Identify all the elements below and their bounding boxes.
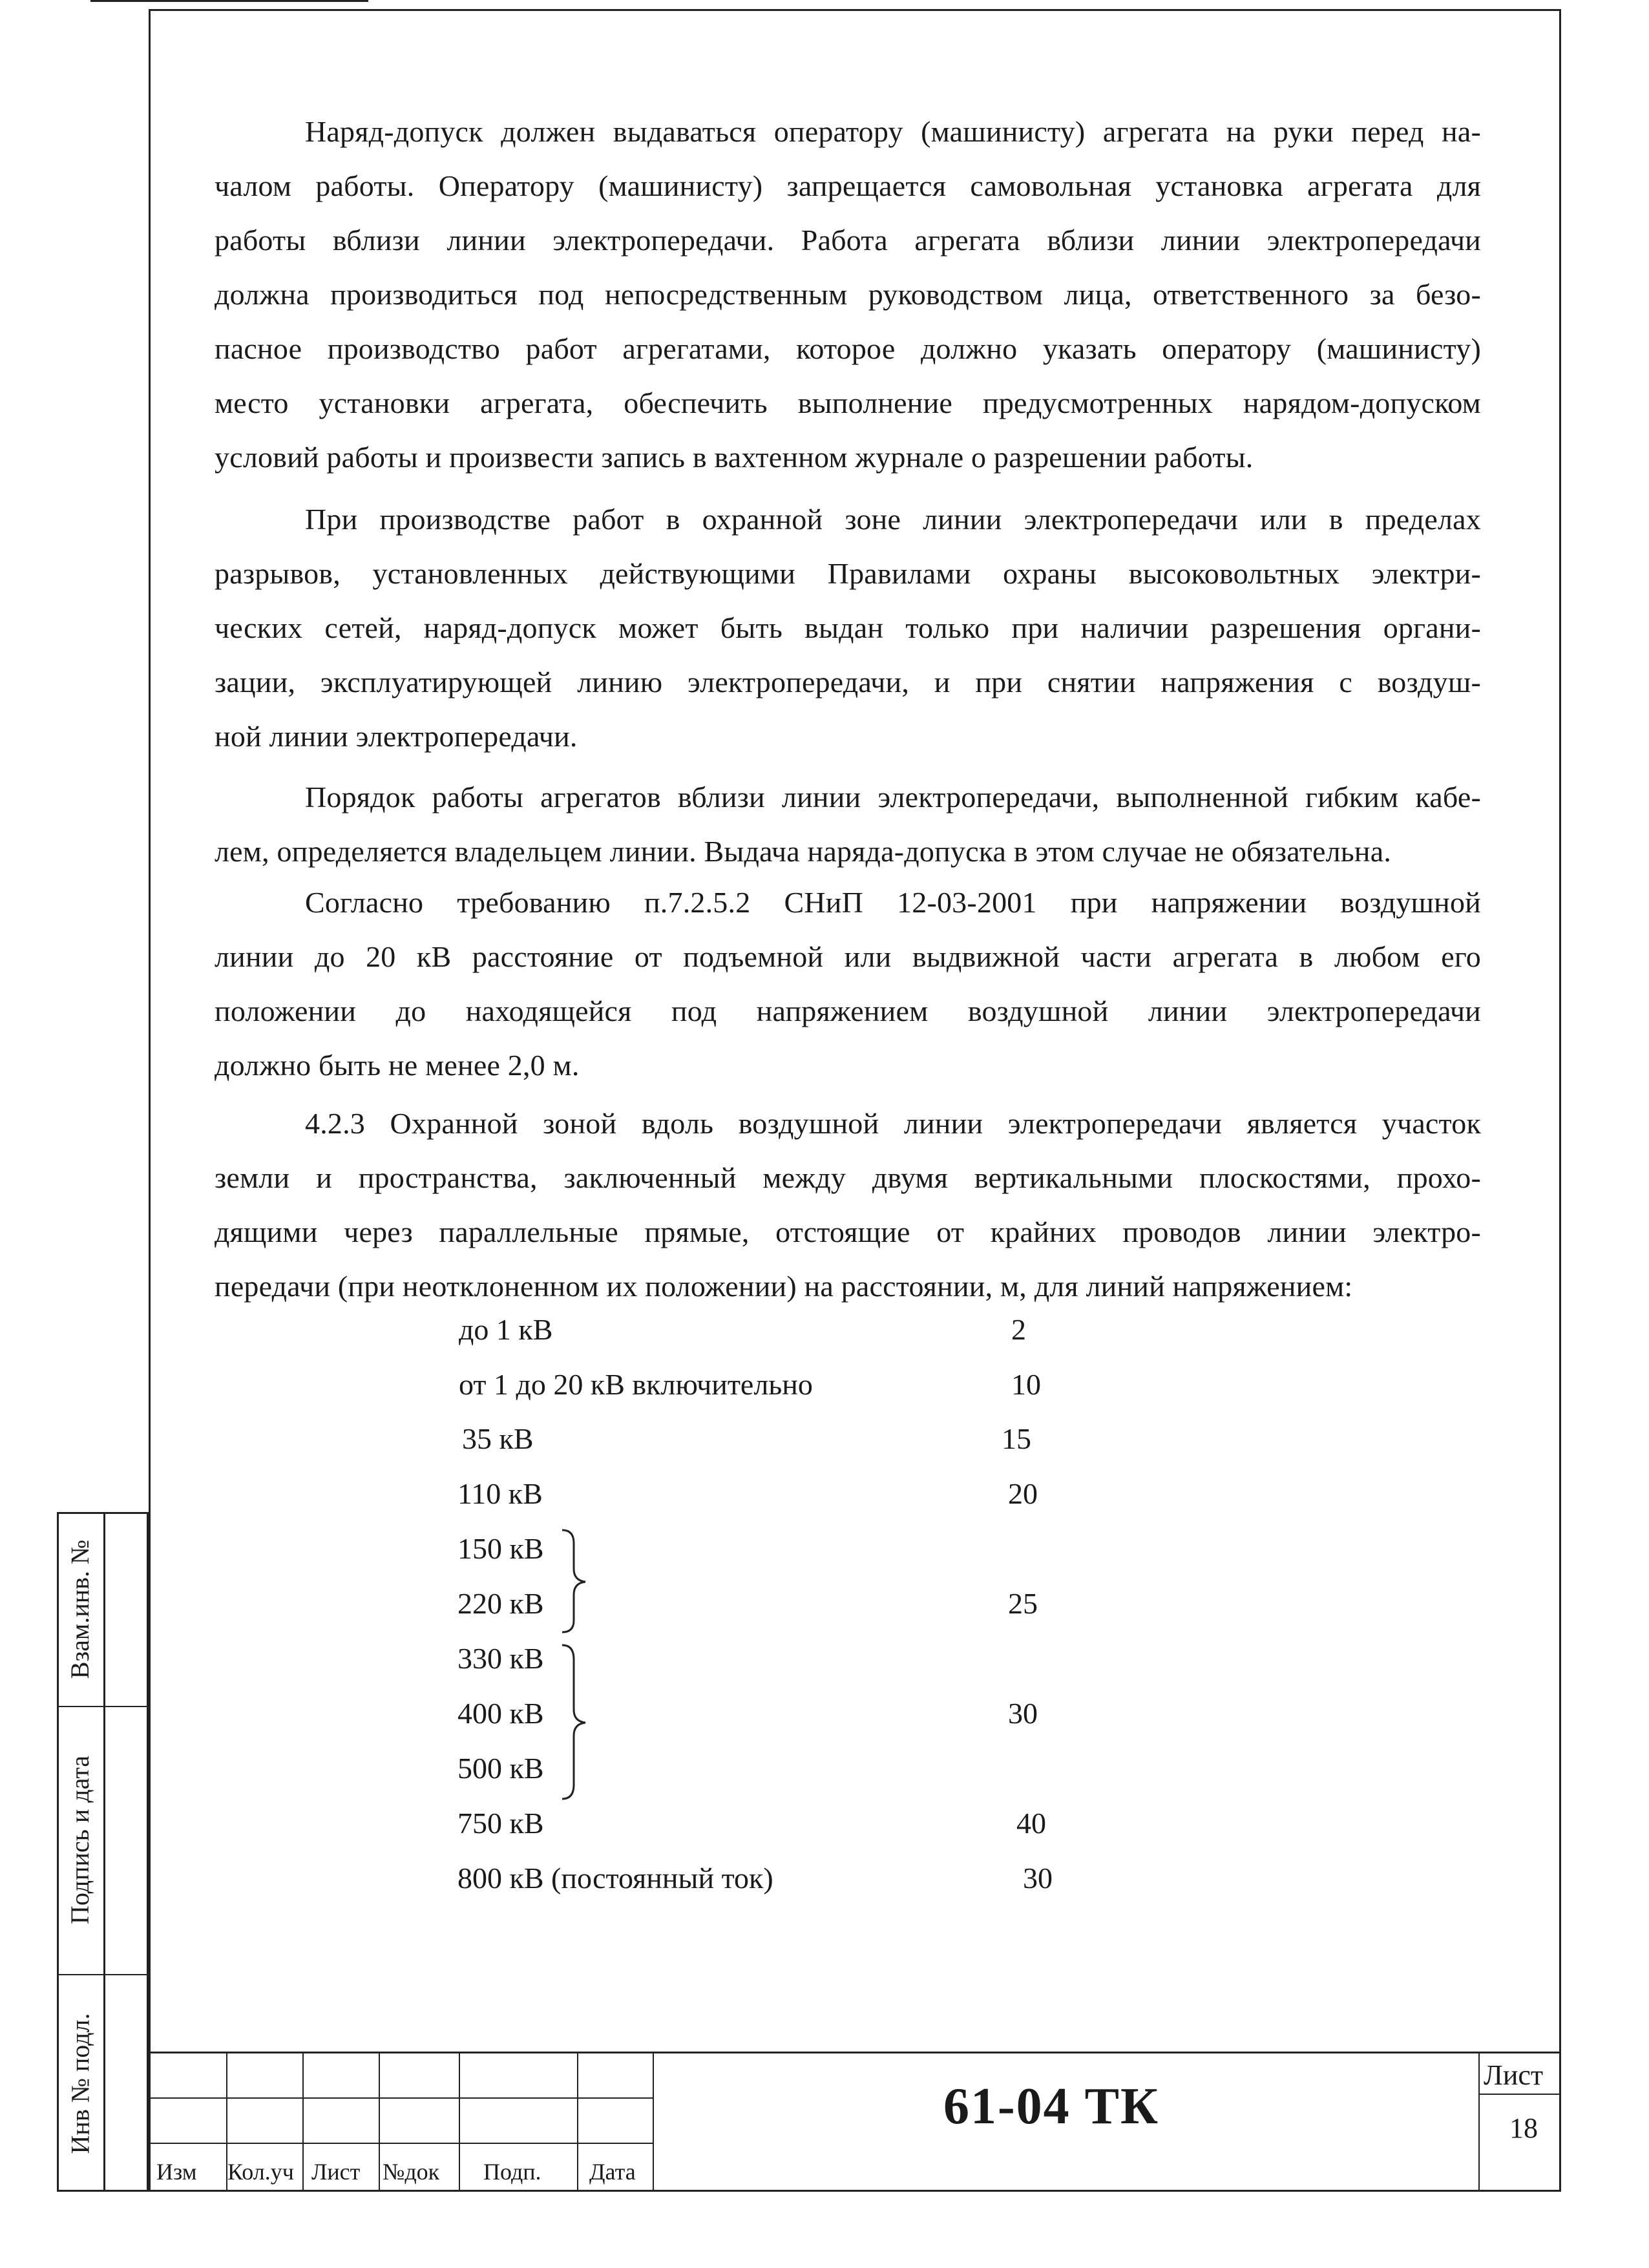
tb-col-line xyxy=(653,2052,654,2192)
sheet-box-line xyxy=(1478,2094,1561,2095)
distance-value: 10 xyxy=(1011,1368,1041,1401)
brace-150-220 xyxy=(556,1526,594,1636)
sheet-box-line xyxy=(1478,2052,1480,2192)
para2-line-1: При производстве работ в охранной зоне линии электропередачи или в пределах xyxy=(305,503,1481,536)
para1-line-1: Наряд-допуск должен выдаваться оператору (машинисту) агрегата на руки перед на- xyxy=(305,115,1481,148)
paragraph-3 xyxy=(215,770,1481,879)
document-code: 61-04 ТК xyxy=(943,2078,1160,2135)
para5-line-3: дящими через параллельные прямые, отстоящие от крайних проводов линии электро- xyxy=(215,1215,1481,1248)
brace-330-500 xyxy=(556,1641,594,1803)
para4-line-4: должно быть не менее 2,0 м. xyxy=(215,1049,580,1082)
distance-value: 2 xyxy=(1011,1313,1026,1346)
para5-line-2: земли и пространства, заключенный между двумя вертикальными плоскостями, прохо- xyxy=(215,1161,1481,1194)
para1-line-3: работы вблизи линии электропередачи. Работа агрегата вблизи линии электропередачи xyxy=(215,224,1481,257)
sheet-label: Лист xyxy=(1484,2059,1544,2091)
para5-line-1: 4.2.3 Охранной зоной вдоль воздушной линии электропередачи является участок xyxy=(305,1107,1481,1140)
para4-line-2: линии до 20 кВ расстояние от подъемной или выдвижной части агрегата в любом его xyxy=(215,940,1481,973)
para1-line-5: пасное производство работ агрегатами, которое должно указать оператору (машинисту) xyxy=(215,332,1481,365)
side-stamp-separator xyxy=(57,1706,149,1707)
para1-line-7: условий работы и произвести запись в вахтенном журнале о разрешении работы. xyxy=(215,441,1254,474)
paragraph-5 xyxy=(215,1097,1481,1314)
tb-col-line xyxy=(302,2052,304,2192)
distance-value: 30 xyxy=(1008,1697,1038,1730)
distance-value: 25 xyxy=(1008,1587,1038,1620)
distance-value: 40 xyxy=(1016,1807,1046,1840)
distance-value: 30 xyxy=(1023,1862,1053,1895)
voltage-label: 400 кВ xyxy=(457,1697,544,1730)
para1-line-4: должна производиться под непосредственным руководством лица, ответственного за безо- xyxy=(215,278,1481,311)
para4-line-1: Согласно требованию п.7.2.5.2 СНиП 12-03-2001 при напряжении воздушной xyxy=(305,886,1481,919)
title-block xyxy=(149,2052,1561,2192)
top-edge-line xyxy=(90,0,368,2)
paragraph-4 xyxy=(215,876,1481,1093)
stamp-inv-podl: Инв № подл. xyxy=(65,2013,95,2154)
para4-line-3: положении до находящейся под напряжением воздушной линии электропередачи xyxy=(215,994,1481,1027)
para5-line-4: передачи (при неотклоненном их положении) на расстоянии, м, для линий напряжением: xyxy=(215,1270,1353,1303)
paragraph-2 xyxy=(215,492,1481,764)
tb-col-ndok: №док xyxy=(383,2159,440,2185)
side-stamp-divider xyxy=(103,1512,151,2192)
sheet-number: 18 xyxy=(1509,2112,1538,2144)
distance-value: 20 xyxy=(1008,1477,1038,1510)
para2-line-5: ной линии электропередачи. xyxy=(215,720,578,753)
voltage-label: 800 кВ (постоянный ток) xyxy=(457,1862,773,1895)
tb-col-data: Дата xyxy=(589,2159,636,2185)
voltage-label: 750 кВ xyxy=(457,1807,544,1840)
tb-col-izm: Изм xyxy=(156,2159,197,2185)
tb-col-line xyxy=(459,2052,460,2192)
distance-value: 15 xyxy=(1002,1422,1031,1455)
stamp-podpis-data: Подпись и дата xyxy=(65,1755,95,1925)
voltage-label: 150 кВ xyxy=(457,1532,544,1565)
para2-line-4: зации, эксплуатирующей линию электропередачи, и при снятии напряжения с воздуш- xyxy=(215,666,1481,698)
para2-line-2: разрывов, установленных действующими Правилами охраны высоковольтных электри- xyxy=(215,557,1481,590)
voltage-label: 110 кВ xyxy=(457,1477,543,1510)
para1-line-2: чалом работы. Оператору (машинисту) запрещается самовольная установка агрегата для xyxy=(215,169,1481,202)
stamp-zam-inv: Взам.инв. № xyxy=(65,1539,95,1679)
voltage-label: 35 кВ xyxy=(462,1422,534,1455)
tb-col-line xyxy=(577,2052,578,2192)
para2-line-3: ческих сетей, наряд-допуск может быть выдан только при наличии разрешения органи- xyxy=(215,611,1481,644)
tb-col-list: Лист xyxy=(311,2159,361,2185)
tb-col-podp: Подп. xyxy=(483,2159,541,2185)
tb-col-kol-uch: Кол.уч xyxy=(227,2159,294,2185)
para3-line-1: Порядок работы агрегатов вблизи линии электропередачи, выполненной гибким кабе- xyxy=(305,781,1481,814)
para3-line-2: лем, определяется владельцем линии. Выдача наряда-допуска в этом случае не обязательна. xyxy=(215,835,1392,868)
side-stamp-separator xyxy=(57,1974,149,1975)
voltage-label: 500 кВ xyxy=(457,1752,544,1785)
voltage-label: 330 кВ xyxy=(457,1642,544,1675)
para1-line-6: место установки агрегата, обеспечить выполнение предусмотренных нарядом-допуском xyxy=(215,386,1481,419)
voltage-label: 220 кВ xyxy=(457,1587,544,1620)
tb-col-line xyxy=(379,2052,380,2192)
voltage-label: от 1 до 20 кВ включительно xyxy=(459,1368,813,1401)
voltage-label: до 1 кВ xyxy=(459,1313,553,1346)
paragraph-1 xyxy=(215,105,1481,485)
